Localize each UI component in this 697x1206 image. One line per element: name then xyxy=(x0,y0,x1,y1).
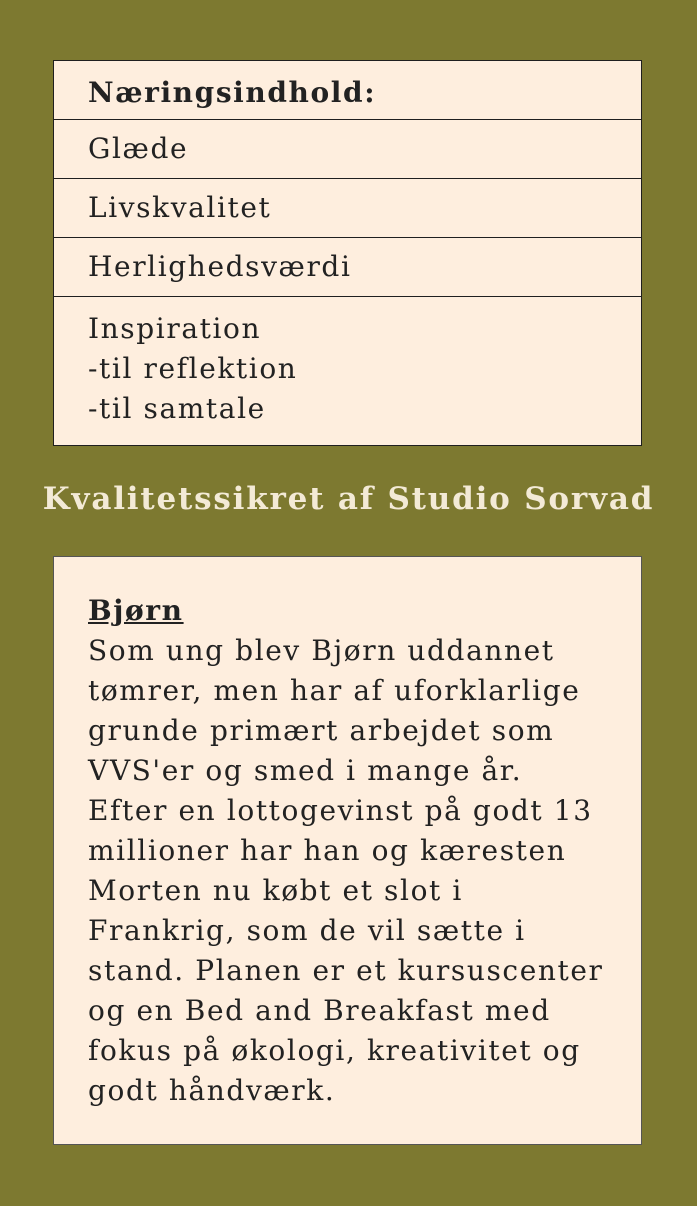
nutrition-header: Næringsindhold: xyxy=(88,76,377,109)
quality-statement: Kvalitetssikret af Studio Sorvad xyxy=(42,481,655,517)
nutrition-item-glaede: Glæde xyxy=(54,119,641,178)
nutrition-item-inspiration xyxy=(54,296,641,445)
bio-card xyxy=(53,556,642,1145)
inspiration-line-reflektion: -til reflektion xyxy=(88,352,298,385)
nutrition-table xyxy=(53,60,642,446)
inspiration-line-samtale: -til samtale xyxy=(88,392,266,425)
bio-text: Som ung blev Bjørn uddannet tømrer, men har af uforklarlige grunde primært arbejdet som VVS'er og smed i mange år. Efter en lottogevinst på godt 13 millioner har han og kæresten Morten nu købt et slot i Frankrig, som de vil sætte i stand. Planen er et kursuscenter og en Bed and Breakfast med fokus på økologi, kreativitet og godt håndværk. xyxy=(88,634,604,1107)
inspiration-title: Inspiration xyxy=(88,312,262,345)
nutrition-item-herlighedsvaerdi: Herlighedsværdi xyxy=(54,237,641,296)
nutrition-item-livskvalitet: Livskvalitet xyxy=(54,178,641,237)
bio-name: Bjørn xyxy=(88,594,184,627)
